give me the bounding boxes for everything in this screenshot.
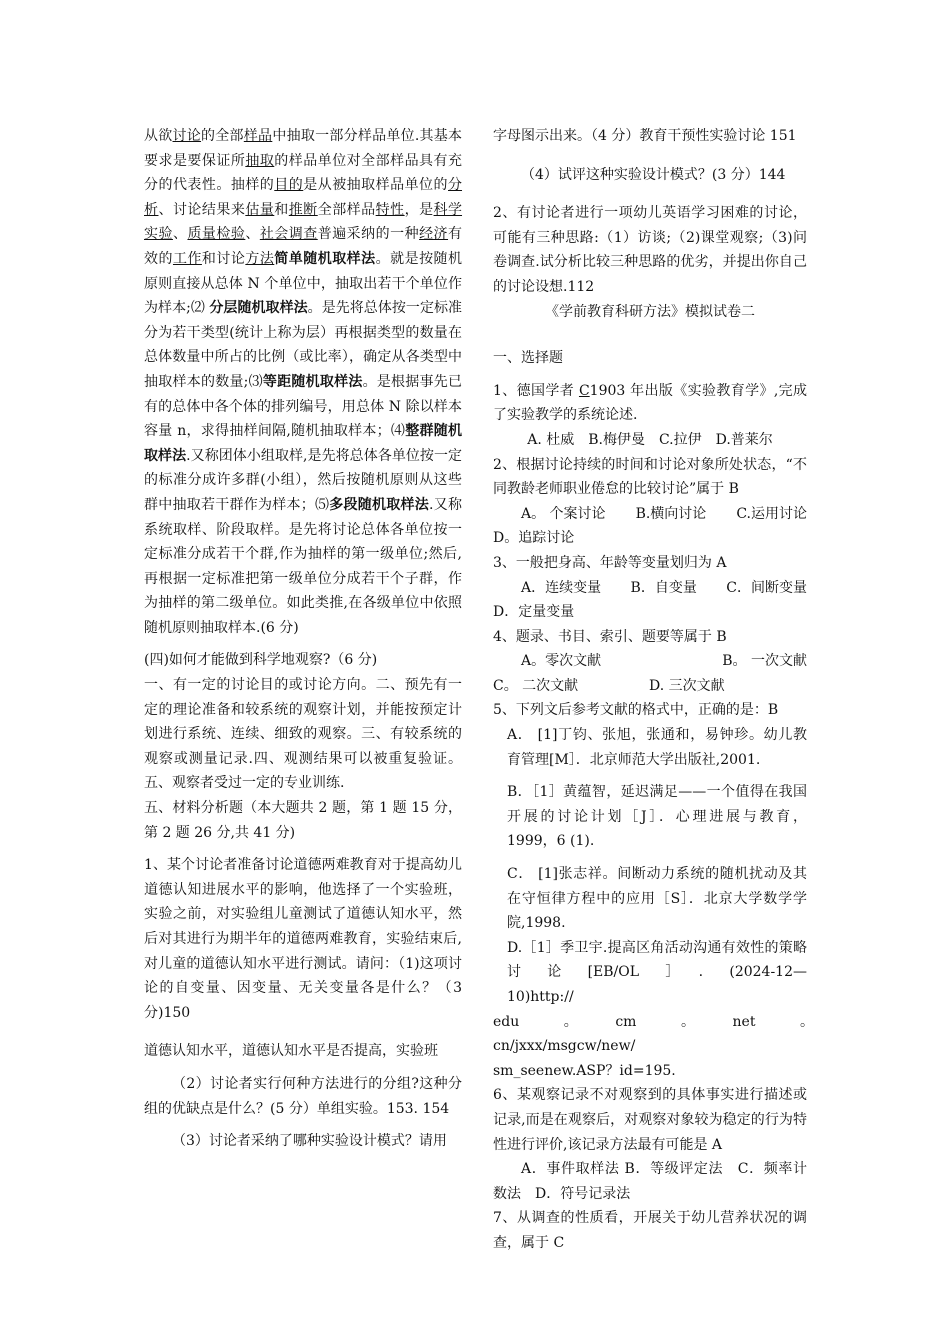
text: 是从被抽取样品单位的 <box>303 177 449 194</box>
text: 普遍采纳的一种 <box>317 226 420 243</box>
case-1-question-2: （2）讨论者实行何种方法进行的分组?这种分组的优缺点是什么？(5 分）单组实验。153. 154 <box>144 1075 462 1117</box>
text: .又称团体小组取样,是先将总体各单位按一定的标准分成许多群(小组），然后按随机原则从这些群中抽取若干群作为样本；⑸ <box>144 447 463 513</box>
option-b: B.横向讨论 <box>635 505 707 522</box>
question-4-title: (四)如何才能做到科学地观察?（6 分) <box>144 652 378 669</box>
case-1-question: 1、某个讨论者准备讨论道德两难教育对于提高幼儿道德认知进展水平的影响，他选择了一个实验班，实验之前，对实验组儿童测试了道德认知水平，然后对其进行为期半年的道德两难教育，实验结束后,对儿童的道德认知水平进行测试。请问：（1)这项讨论的自变量、因变量、无关变量各是什么？（3 分)150 <box>144 857 462 1021</box>
bold-term: 等距随机取样法 <box>262 373 363 390</box>
bold-term: 整群随机取样法 <box>144 423 462 464</box>
mc-question-5-option-d: D.［1］季卫宇.提高区角活动沟通有效性的策略讨 论 [EB/OL ］ . (2024-12—10)http:// <box>507 939 807 1005</box>
mc-question-5: 5、下列文后参考文献的格式中，正确的是：B <box>493 702 779 719</box>
mc-question-7: 7、从调查的性质看，开展关于幼儿营养状况的调查，属于 C <box>493 1210 807 1251</box>
mc-question-1-options: A. 杜威 B.梅伊曼 C.拉伊 D.普莱尔 <box>527 431 773 448</box>
left-column <box>144 124 462 1154</box>
text: 1903 年出版《实验教育学》,完成了实验教学的系统论述. <box>493 382 808 424</box>
text: ，是 <box>404 201 434 218</box>
mc-question-5-option-d-url: edu 。 cm 。 net 。 cn/jxxx/msgcw/new/ <box>493 1013 821 1055</box>
option-b: B．自变量 <box>630 579 697 596</box>
option-c: C.运用讨论 <box>736 505 807 522</box>
underlined-term: 样品 <box>243 128 273 144</box>
case-2-question: 2、有讨论者进行一项幼儿英语学习困难的讨论，可能有三种思路:（1）访谈;（2)课堂观察;（3)问卷调查.试分析比较三种思路的优劣，并提出你自己的讨论设想.112 <box>493 205 807 295</box>
underlined-term: 科学实验 <box>144 201 463 243</box>
underlined-term: 分析 <box>144 177 463 218</box>
underlined-term: 特性 <box>375 201 405 218</box>
option-b: B。 一次文献 <box>722 653 807 670</box>
underlined-term: 目的 <box>274 177 304 194</box>
text: 的全部 <box>201 128 244 144</box>
mc-question-6-options: A．事件取样法 B．等级评定法 C．频率计数法 D．符号记录法 <box>493 1161 807 1202</box>
bold-term: 分层随机取样法 <box>209 300 308 317</box>
underlined-term: 讨论 <box>172 128 202 144</box>
question-4-answer: 一、有一定的讨论目的或讨论方向。二、预先有一定的理论准备和较系统的观察计划，并能按预定计划进行系统、连续、细致的观察。三、有较系统的观察或测量记录.四、观测结果可以被重复验证。五、观察者受过一定的专业训练. <box>144 677 462 792</box>
underlined-term: 方法 <box>245 250 275 267</box>
mc-question-5-option-b: B．［1］黄蕴智，延迟满足——一个值得在我国开展的讨论计划［J］．心理进展与教育，1999，6 (1). <box>507 784 807 850</box>
mc-question-6: 6、某观察记录不对观察到的具体事实进行描述或记录,而是在观察后，对观察对象较为稳定的行为特性进行评价,该记录方法最有可能是 A <box>493 1087 807 1153</box>
mc-question-4: 4、题录、书目、索引、题要等属于 B <box>493 628 727 645</box>
option-a: A。零次文献 <box>521 653 602 670</box>
option-c: C。 二次文献 <box>493 677 579 694</box>
text: 。就是按随机原则直接从总体 N 个单位中，抽取出若干个单位作为样本;⑵ <box>144 250 463 317</box>
underlined-term: 质量检验 <box>187 226 246 243</box>
option-a: A．连续变量 <box>521 579 602 596</box>
option-a: A。 个案讨论 <box>521 505 606 522</box>
mc-question-4-options-ab <box>493 649 807 674</box>
mc-question-3-options <box>493 576 807 601</box>
underlined-term: 推断 <box>288 201 318 218</box>
case-1-answer: 道德认知水平，道德认知水平是否提高，实验班 <box>144 1043 438 1060</box>
mc-question-2-option-d: D。追踪讨论 <box>493 530 575 547</box>
text: 。是先将总体按一定标准分为若干类型(统计上称为层）再根据类型的数量在总体数量中所占的比例（或比率），确定从各类型中抽取样本的数量;⑶ <box>144 300 463 390</box>
text: 和讨论 <box>201 250 246 267</box>
mc-question-5-option-a: A． [1]丁钧、张旭，张通和，易钟珍。幼儿教育管理[M］．北京师范大学出版社,2001. <box>507 727 807 768</box>
mc-question-2: 2、根据讨论持续的时间和讨论对象所处状态，“不同教龄老师职业倦怠的比较讨论”属于 B <box>493 456 807 498</box>
text: 从欲 <box>144 128 173 144</box>
right-column <box>493 124 821 1256</box>
underlined-term: 经济 <box>419 226 449 243</box>
case-1-question-4: （4）试评这种实验设计模式？(3 分）144 <box>521 166 786 183</box>
bold-term: 简单随机取样法 <box>274 250 376 267</box>
text: 、 <box>245 226 260 243</box>
case-1-question-3-continued: 字母图示出来。（4 分）教育干预性实验讨论 151 <box>493 128 797 144</box>
sampling-methods-paragraph <box>144 124 462 640</box>
text: 的样品单位对全部样品具有充分的代表性。抽样的 <box>144 152 463 194</box>
text: 1、德国学者 <box>493 382 579 399</box>
mc-question-3: 3、一般把身高、年龄等变量划归为 A <box>493 554 727 571</box>
mc-question-2-options <box>493 502 807 527</box>
text: 中抽取一部分样品单位.其基本要求是要保证所 <box>144 128 463 169</box>
mc-question-4-options-cd <box>493 674 807 699</box>
text: 。是根据事先已有的总体中各个体的排列编号，用总体 N 除以样本容量 n，求得抽样间隔,随机抽取样本；⑷ <box>144 373 463 440</box>
text: 、讨论结果来 <box>158 201 246 218</box>
mc-question-1 <box>493 379 807 428</box>
text: 和 <box>274 201 289 218</box>
case-1-question-3: （3）讨论者采纳了哪种实验设计模式？请用 <box>172 1133 447 1150</box>
mc-question-3-option-d: D．定量变量 <box>493 604 575 621</box>
answer-letter: C <box>578 382 590 399</box>
text: .又称系统取样、阶段取样。是先将讨论总体各单位按一定标准分成若干个群,作为抽样的第一级单位;然后,再根据一定标准把第一级单位分成若干个子群，作为抽样的第二级单位。如此类推,在各级单位中依照随机原则抽取样本.(6 分) <box>144 496 463 636</box>
text: 有效的 <box>144 226 463 267</box>
underlined-term: 抽取 <box>245 152 275 169</box>
bold-term: 多段随机取样法 <box>329 496 430 513</box>
text: 、 <box>172 226 188 243</box>
option-d: D. 三次文献 <box>649 677 725 694</box>
section-1-heading: 一、选择题 <box>493 350 563 367</box>
text: 全部样品 <box>317 201 376 218</box>
option-c: C．间断变量 <box>726 579 807 596</box>
underlined-term: 社会调查 <box>259 226 318 243</box>
mc-question-5-option-d-url-end: sm_seenew.ASP？id=195. <box>493 1062 676 1079</box>
paper-title: 《学前教育科研方法》模拟试卷二 <box>545 303 755 320</box>
underlined-term: 估量 <box>245 201 275 218</box>
section-5-heading: 五、材料分析题（本大题共 2 题，第 1 题 15 分，第 2 题 26 分,共 41 分) <box>144 800 462 841</box>
mc-question-5-option-c: C． [1]张志祥。间断动力系统的随机扰动及其在守恒律方程中的应用［S］．北京大学数学学院,1998. <box>507 866 807 932</box>
underlined-term: 工作 <box>172 250 202 267</box>
